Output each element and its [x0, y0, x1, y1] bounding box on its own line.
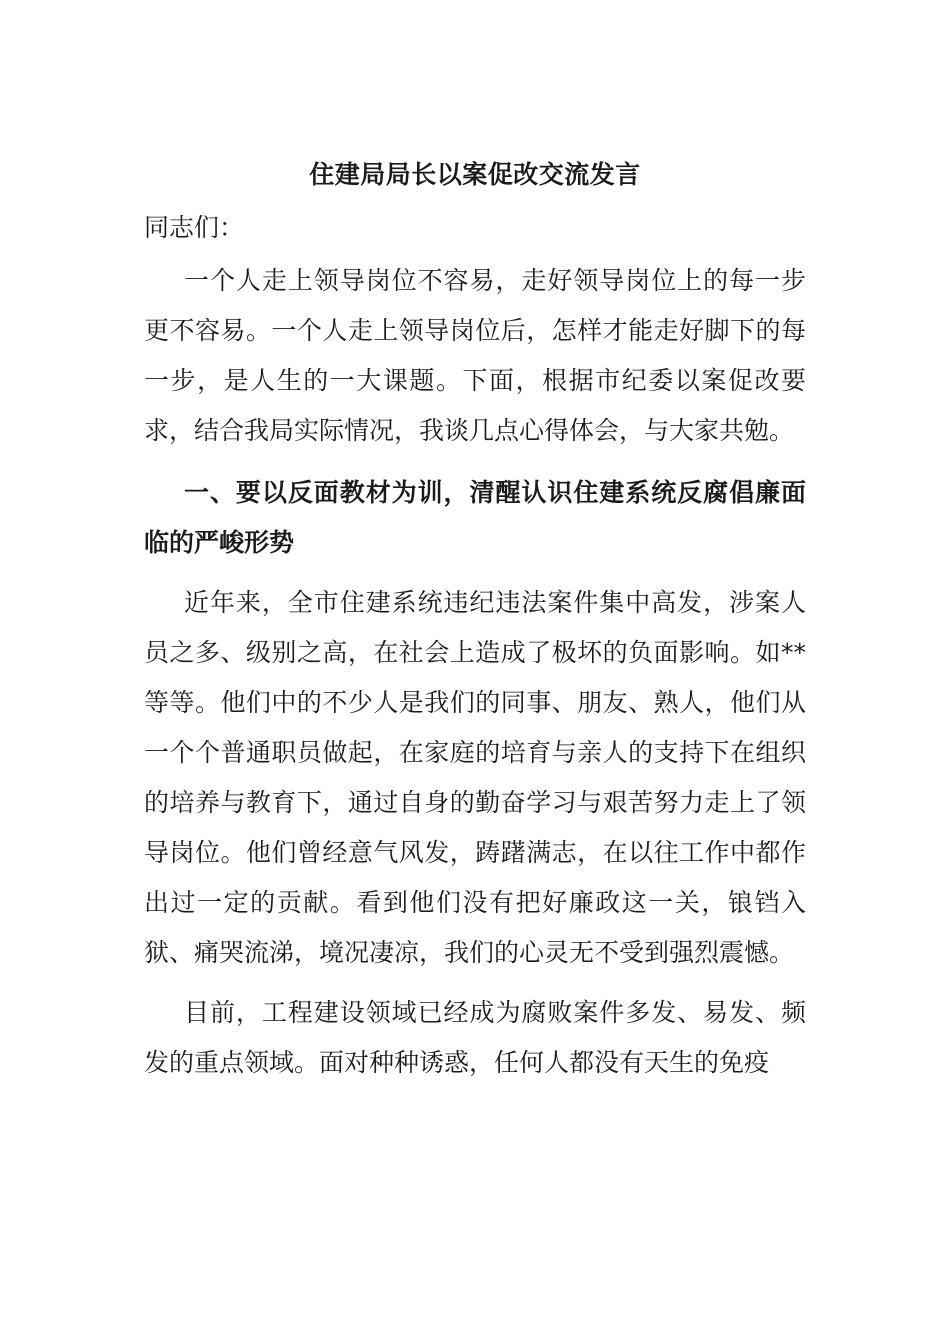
paragraph-cases: 近年来，全市住建系统违纪违法案件集中高发，涉案人员之多、级别之高，在社会上造成了极坏的负面影响。如**等等。他们中的不少人是我们的同事、朋友、熟人，他们从一个个普通职员做起，在家庭的培育与亲人的支持下在组织的培养与教育下，通过自身的勤奋学习与艰苦努力走上了领导岗位。他们曾经意气风发，踌躇满志，在以往工作中都作出过一定的贡献。看到他们没有把好廉政这一关，锒铛入狱、痛哭流涕，境况凄凉，我们的心灵无不受到强烈震憾。 [144, 588, 806, 967]
paragraph-current: 目前，工程建设领域已经成为腐败案件多发、易发、频发的重点领域。面对种种诱惑，任何人都没有天生的免疫 [144, 998, 806, 1077]
document-body [144, 152, 806, 1088]
greeting: 同志们： [144, 213, 245, 242]
paragraph-intro: 一个人走上领导岗位不容易，走好领导岗位上的每一步更不容易。一个人走上领导岗位后，怎样才能走好脚下的每一步，是人生的一大课题。下面，根据市纪委以案促改要求，结合我局实际情况，我谈几点心得体会，与大家共勉。 [144, 266, 806, 445]
document-title: 住建局局长以案促改交流发言 [309, 160, 641, 189]
section-heading-1: 一、要以反面教材为训，清醒认识住建系统反腐倡廉面临的严峻形势 [144, 478, 806, 557]
